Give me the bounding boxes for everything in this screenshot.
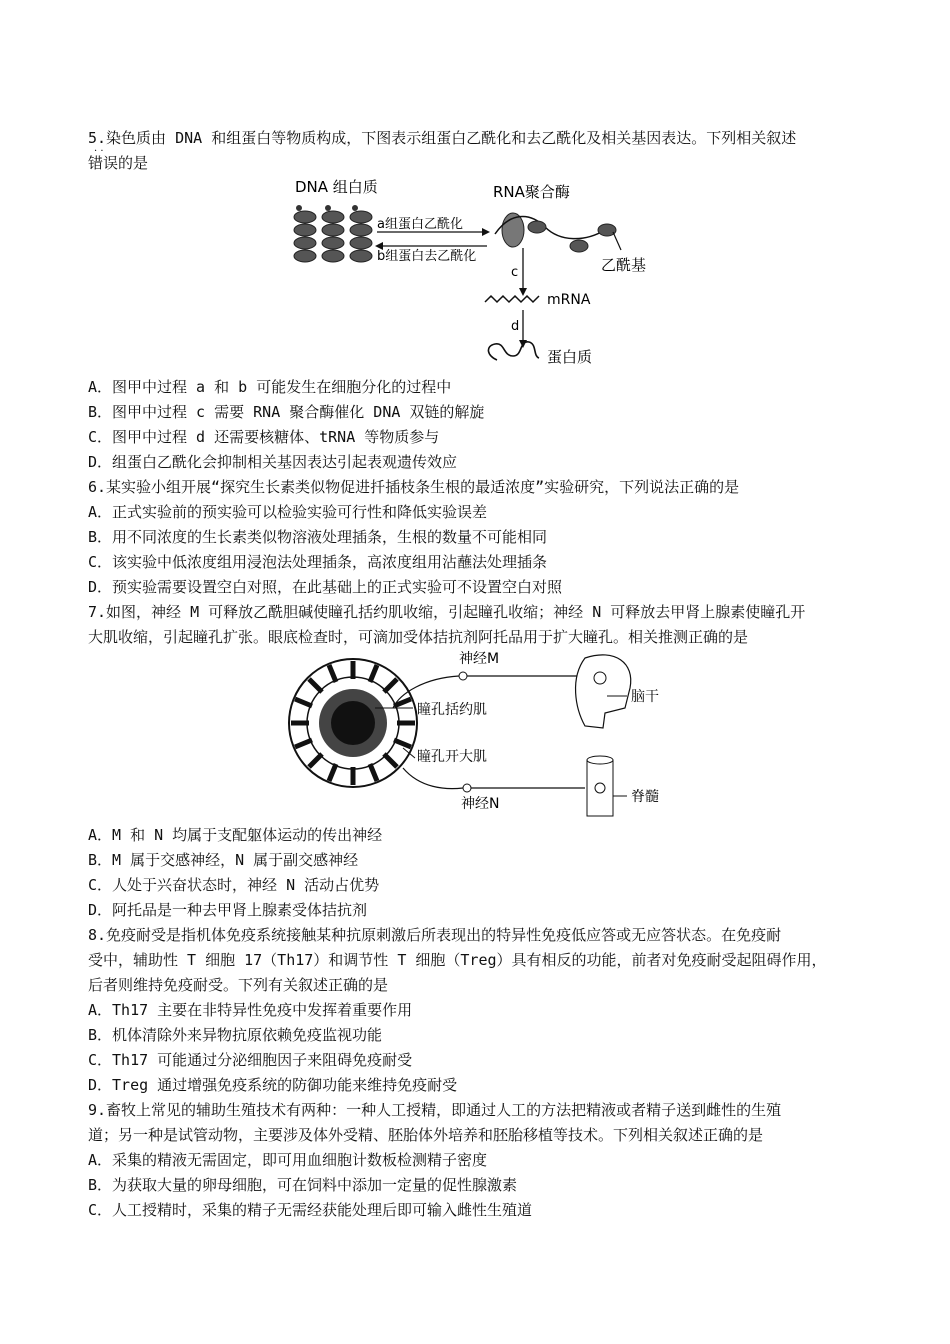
q7-option-d: D．阿托品是一种去甲肾上腺素受体拮抗剂	[88, 901, 368, 919]
label-a: a组蛋白乙酰化	[377, 217, 463, 232]
q6-option-d: D．预实验需要设置空白对照，在此基础上的正式实验可不设置空白对照	[88, 578, 563, 596]
q9-option-b: B．为获取大量的卵母细胞，可在饲料中添加一定量的促性腺激素	[88, 1176, 518, 1194]
label-b: b组蛋白去乙酰化	[377, 249, 477, 264]
label-rna-polymerase: RNA聚合酶	[493, 183, 570, 201]
q5-figure	[285, 172, 647, 372]
eye-iris-icon	[289, 659, 417, 787]
q5-stem-line2: 错误的是	[88, 154, 149, 172]
q9-stem-line1: 9.畜牧上常见的辅助生殖技术有两种：一种人工授精，即通过人工的方法把精液或者精子送到雌性的生殖	[88, 1101, 782, 1119]
label-nerve-n: 神经N	[461, 796, 500, 812]
q5-option-c: C．图甲中过程 d 还需要核糖体、tRNA 等物质参与	[88, 428, 440, 446]
q7-figure	[285, 648, 685, 818]
label-sphincter: 瞳孔括约肌	[417, 702, 487, 718]
q9-stem-line2: 道；另一种是试管动物，主要涉及体外受精、胚胎体外培养和胚胎移植等技术。下列相关叙述正确的是	[88, 1126, 764, 1144]
protein-icon	[488, 342, 539, 360]
emphasis-dots: · ·	[94, 146, 104, 157]
q5-option-b: B．图甲中过程 c 需要 RNA 聚合酶催化 DNA 双链的解旋	[88, 403, 485, 421]
q6-option-a: A．正式实验前的预实验可以检验实验可行性和降低实验误差	[88, 503, 488, 521]
q7-option-a: A．M 和 N 均属于支配躯体运动的传出神经	[88, 826, 383, 844]
label-spinal: 脊髓	[631, 789, 659, 805]
q9-option-a: A．采集的精液无需固定，即可用血细胞计数板检测精子密度	[88, 1151, 488, 1169]
q7-stem-line1: 7.如图，神经 M 可释放乙酰胆碱使瞳孔括约肌收缩，引起瞳孔收缩；神经 N 可释放去甲肾上腺素使瞳孔开	[88, 603, 806, 621]
nucleosome-stack-icon	[294, 211, 372, 262]
q8-stem-line1: 8.免疫耐受是指机体免疫系统接触某种抗原刺激后所表现出的特异性免疫低应答或无应答状态。在免疫耐	[88, 926, 782, 944]
q6-option-b: B．用不同浓度的生长素类似物溶液处理插条，生根的数量不可能相同	[88, 528, 548, 546]
mrna-icon	[485, 296, 539, 302]
q7-stem-line2: 大肌收缩，引起瞳孔扩张。眼底检查时，可滴加受体拮抗剂阿托品用于扩大瞳孔。相关推测正确的是	[88, 628, 749, 646]
label-nerve-m: 神经M	[459, 651, 500, 667]
label-dna: DNA 组白质	[295, 178, 378, 196]
q8-option-b: B．机体清除外来异物抗原依赖免疫监视功能	[88, 1026, 383, 1044]
head-icon	[576, 655, 631, 728]
label-brainstem: 脑干	[631, 689, 659, 705]
q5-option-d: D．组蛋白乙酰化会抑制相关基因表达引起表观遗传效应	[88, 453, 458, 471]
label-d: d	[511, 319, 520, 334]
q8-stem-line2: 受中，辅助性 T 细胞 17（Th17）和调节性 T 细胞（Treg）具有相反的功能，前者对免疫耐受起阻碍作用，	[88, 951, 827, 969]
q8-option-c: C．Th17 可能通过分泌细胞因子来阻碍免疫耐受	[88, 1051, 413, 1069]
label-dilator: 瞳孔开大肌	[417, 749, 487, 765]
label-acetyl: 乙酰基	[601, 256, 647, 274]
q8-option-a: A．Th17 主要在非特异性免疫中发挥着重要作用	[88, 1001, 413, 1019]
q5-option-a: A．图甲中过程 a 和 b 可能发生在细胞分化的过程中	[88, 378, 452, 396]
label-mrna: mRNA	[547, 292, 591, 308]
label-protein: 蛋白质	[547, 348, 593, 366]
q8-option-d: D．Treg 通过增强免疫系统的防御功能来维持免疫耐受	[88, 1076, 458, 1094]
label-c: c	[511, 265, 519, 280]
q6-stem: 6.某实验小组开展“探究生长素类似物促进扦插枝条生根的最适浓度”实验研究，下列说法正确的是	[88, 478, 740, 496]
q6-option-c: C．该实验中低浓度组用浸泡法处理插条，高浓度组用沾蘸法处理插条	[88, 553, 548, 571]
q8-stem-line3: 后者则维持免疫耐受。下列有关叙述正确的是	[88, 976, 389, 994]
q9-option-c: C．人工授精时，采集的精子无需经获能处理后即可输入雌性生殖道	[88, 1201, 533, 1219]
q7-option-c: C．人处于兴奋状态时，神经 N 活动占优势	[88, 876, 380, 894]
q7-option-b: B．M 属于交感神经，N 属于副交感神经	[88, 851, 359, 869]
q5-stem-line1: 5.染色质由 DNA 和组蛋白等物质构成，下图表示组蛋白乙酰化和去乙酰化及相关基因表达。下列相关叙述	[88, 129, 797, 147]
